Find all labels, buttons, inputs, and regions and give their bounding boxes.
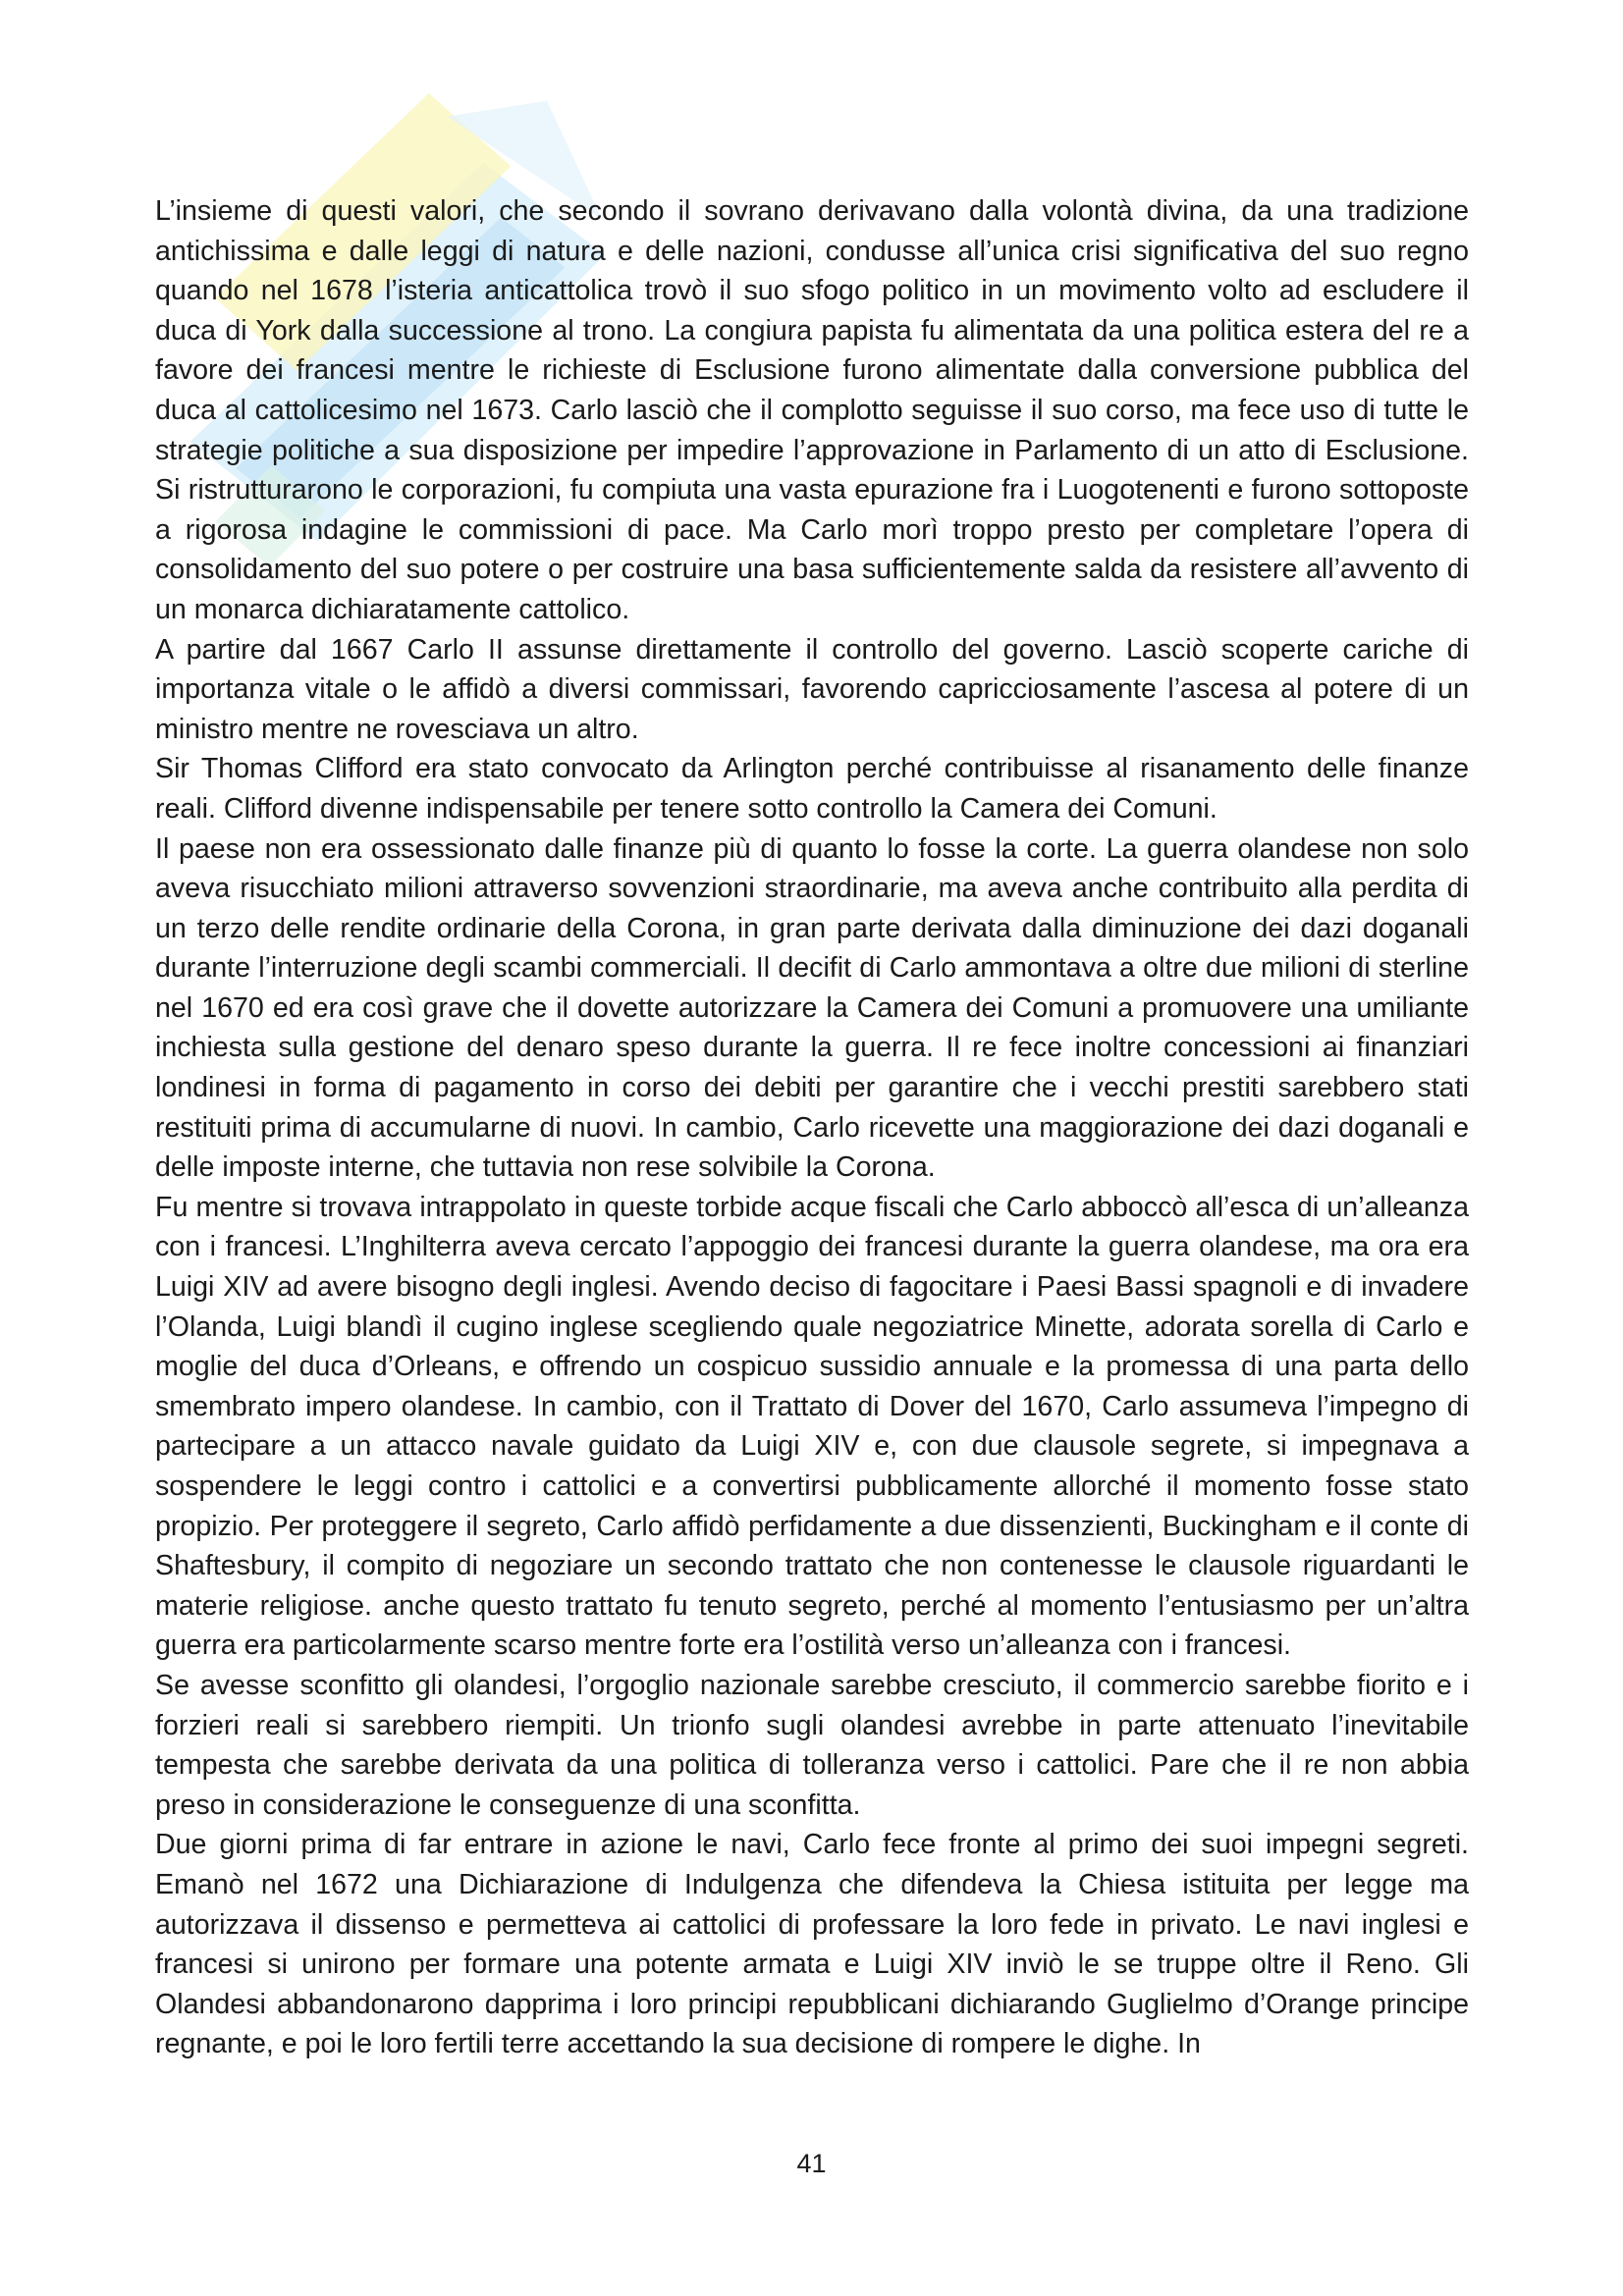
paragraph: L’insieme di questi valori, che secondo il sovrano derivavano dalla volontà divina, da una tradizione antichissima e dalle leggi di natura e delle nazioni, condusse all’unica crisi significativa del suo regno quando nel 1678 l’isteria anticattolica trovò il suo sfogo politico in un movimento volto ad escludere il duca di York dalla successione al trono. La congiura papista fu alimentata da una politica estera del re a favore dei francesi mentre le richieste di Esclusione furono alimentate dalla conversione pubblica del duca al cattolicesimo nel 1673. Carlo lasciò che il complotto seguisse il suo corso, ma fece uso di tutte le strategie politiche a sua disposizione per impedire l’approvazione in Parlamento di un atto di Esclusione. Si ristrutturarono le corporazioni, fu compiuta una vasta epurazione fra i Luogotenenti e furono sottoposte a rigorosa indagine le commissioni di pace. Ma Carlo morì troppo presto per completare l’opera di consolidamento del suo potere o per costruire una basa sufficientemente salda da resistere all’avvento di un monarca dichiaratamente cattolico. (155, 195, 1469, 625)
body-text (155, 191, 1469, 2064)
paragraph: Fu mentre si trovava intrappolato in queste torbide acque fiscali che Carlo abboccò all’esca di un’alleanza con i francesi. L’Inghilterra aveva cercato l’appoggio dei francesi durante la guerra olandese, ma ora era Luigi XIV ad avere bisogno degli inglesi. Avendo deciso di fagocitare i Paesi Bassi spagnoli e di invadere l’Olanda, Luigi blandì il cugino inglese scegliendo quale negoziatrice Minette, adorata sorella di Carlo e moglie del duca d’Orleans, e offrendo un cospicuo sussidio annuale e la promessa di una parta dello smembrato impero olandese. In cambio, con il Trattato di Dover del 1670, Carlo assumeva l’impegno di partecipare a un attacco navale guidato da Luigi XIV e, con due clausole segrete, si impegnava a sospendere le leggi contro i cattolici e a convertirsi pubblicamente allorché il momento fosse stato propizio. Per proteggere il segreto, Carlo affidò perfidamente a due dissenzienti, Buckingham e il conte di Shaftesbury, il compito di negoziare un secondo trattato che non contenesse le clausole riguardanti le materie religiose. anche questo trattato fu tenuto segreto, perché al momento l’entusiasmo per un’altra guerra era particolarmente scarso mentre forte era l’ostilità verso un’alleanza con i francesi. (155, 1191, 1469, 1662)
paragraph: A partire dal 1667 Carlo II assunse direttamente il controllo del governo. Lasciò scoperte cariche di importanza vitale o le affidò a diversi commissari, favorendo capricciosamente l’ascesa al potere di un ministro mentre ne rovesciava un altro. (155, 633, 1469, 745)
page-number: 41 (796, 2149, 827, 2178)
paragraph: Sir Thomas Clifford era stato convocato da Arlington perché contribuisse al risanamento delle finanze reali. Clifford divenne indispensabile per tenere sotto controllo la Camera dei Comuni. (155, 753, 1469, 825)
paragraph: Il paese non era ossessionato dalle finanze più di quanto lo fosse la corte. La guerra olandese non solo aveva risucchiato milioni attraverso sovvenzioni straordinarie, ma aveva anche contribuito alla perdita di un terzo delle rendite ordinarie della Corona, in gran parte derivata dalla diminuzione dei dazi doganali durante l’interruzione degli scambi commerciali. Il decifit di Carlo ammontava a oltre due milioni di sterline nel 1670 ed era così grave che il dovette autorizzare la Camera dei Comuni a promuovere una umiliante inchiesta sulla gestione del denaro speso durante la guerra. Il re fece inoltre concessioni ai finanziari londinesi in forma di pagamento in corso dei debiti per garantire che i vecchi prestiti sarebbero stati restituiti prima di accumularne di nuovi. In cambio, Carlo ricevette una maggiorazione dei dazi doganali e delle imposte interne, che tuttavia non rese solvibile la Corona. (155, 832, 1469, 1184)
paragraph: Se avesse sconfitto gli olandesi, l’orgoglio nazionale sarebbe cresciuto, il commercio sarebbe fiorito e i forzieri reali si sarebbero riempiti. Un trionfo sugli olandesi avrebbe in parte attenuato l’inevitabile tempesta che sarebbe derivata da una politica di tolleranza verso i cattolici. Pare che il re non abbia preso in considerazione le conseguenze di una sconfitta. (155, 1669, 1469, 1821)
paragraph: Due giorni prima di far entrare in azione le navi, Carlo fece fronte al primo dei suoi impegni segreti. Emanò nel 1672 una Dichiarazione di Indulgenza che difendeva la Chiesa istituita per legge ma autorizzava il dissenso e permetteva ai cattolici di professare la loro fede in privato. Le navi inglesi e francesi si unirono per formare una potente armata e Luigi XIV inviò le se truppe oltre il Reno. Gli Olandesi abbandonarono dapprima i loro principi repubblicani dichiarando Guglielmo d’Orange principe regnante, e poi le loro fertili terre accettando la sua decisione di rompere le dighe. In (155, 1829, 1469, 2060)
